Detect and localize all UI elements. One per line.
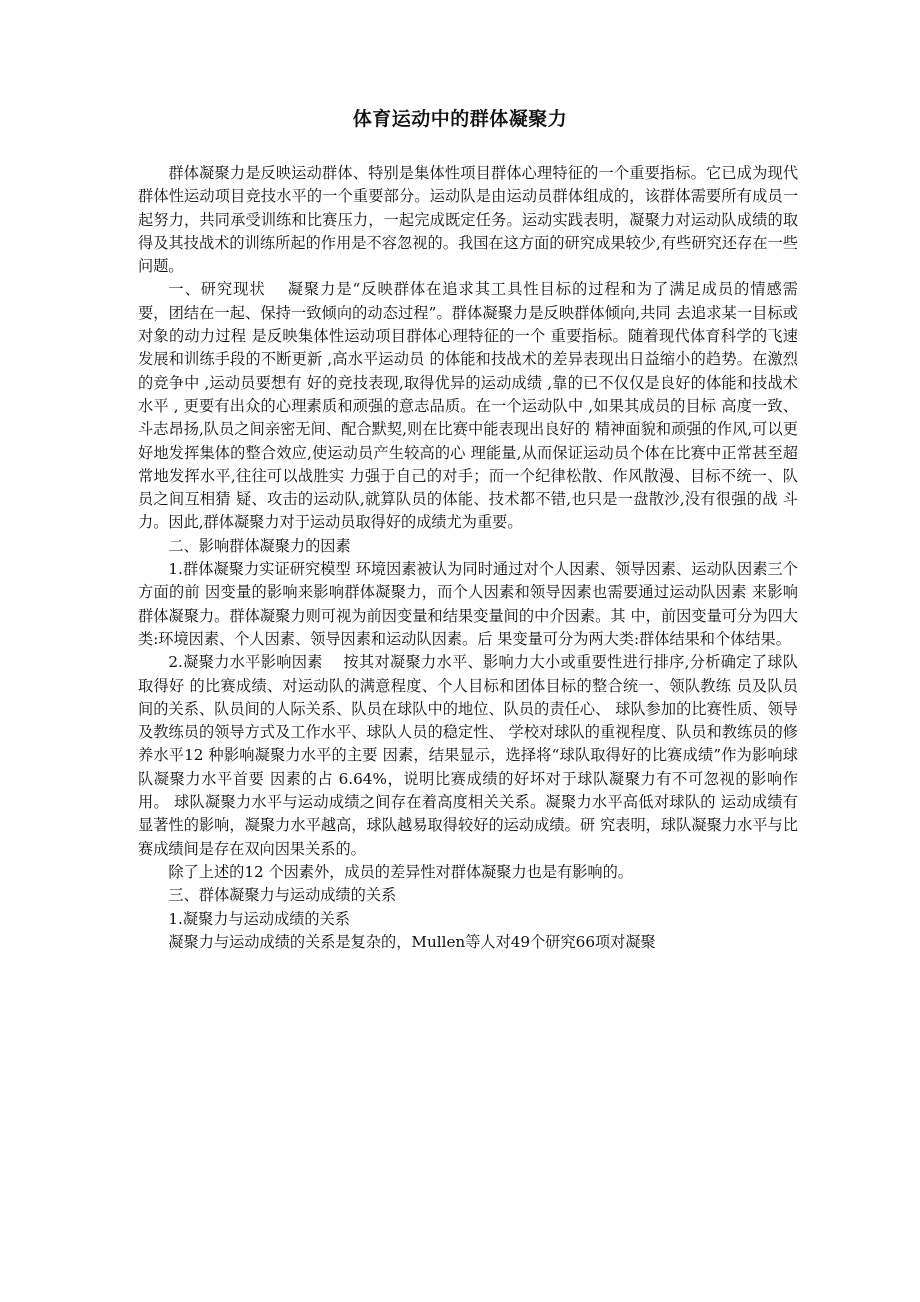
paragraph-relation: 凝聚力与运动成绩的关系是复杂的，Mullen等人对49个研究66项对凝聚 (168, 932, 656, 951)
paragraph-member-differences: 除了上述的12 个因素外，成员的差异性对群体凝聚力也是有影响的。 (168, 862, 633, 881)
document-body (138, 162, 819, 954)
document-title: 体育运动中的群体凝聚力 (352, 108, 568, 130)
subsection-heading-relation: 1.凝聚力与运动成绩的关系 (168, 909, 350, 928)
section-heading-performance: 三、群体凝聚力与运动成绩的关系 (168, 886, 397, 905)
paragraph-cohesion-factors: 2.凝聚力水平影响因素 按其对凝聚力水平、影响力大小或重要性进行排序,分析确定了球队取得好 的比赛成绩、对运动队的满意程度、个人目标和团体目标的整合统一、领队教练 员及队员间的关系、队员间的人际关系、队员在球队中的地位、队员的责任心、 球队参加的比赛性质、领导及教练员的领导方式及工作水平、球队人员的稳定性、 学校对球队的重视程度、队员和教练员的修养水平12 种影响凝聚力水平的主要 因素，结果显示，选择将“球队取得好的比赛成绩”作为影响球队凝聚力水平首要 因素的占 6.64%，说明比赛成绩的好坏对于球队凝聚力有不可忽视的影响作用。 球队凝聚力水平与运动成绩之间存在着高度相关关系。凝聚力水平高低对球队的 运动成绩有显著性的影响，凝聚力水平越高，球队越易取得较好的运动成绩。研 究表明，球队凝聚力水平与比赛成绩间是存在双向因果关系的。 (138, 653, 798, 858)
paragraph-empirical-model: 1.群体凝聚力实证研究模型 环境因素被认为同时通过对个人因素、领导因素、运动队因素三个方面的前 因变量的影响来影响群体凝聚力，而个人因素和领导因素也需要通过运动队因素 来影响群体凝聚力。群体凝聚力则可视为前因变量和结果变量间的中介因素。其 中，前因变量可分为四大类:环境因素、个人因素、领导因素和运动队因素。后 果变量可分为两大类:群体结果和个体结果。 (138, 560, 798, 648)
paragraph-intro: 群体凝聚力是反映运动群体、特别是集体性项目群体心理特征的一个重要指标。它已成为现代群体性运动项目竞技水平的一个重要部分。运动队是由运动员群体组成的，该群体需要所有成员一起努力，共同承受训练和比赛压力，一起完成既定任务。运动实践表明，凝聚力对运动队成绩的取得及其技战术的训练所起的作用是不容忽视的。我国在这方面的研究成果较少,有些研究还存在一些问题。 (138, 164, 798, 276)
paragraph-research-status: 一、研究现状 凝聚力是“反映群体在追求其工具性目标的过程和为了满足成员的情感需 要，团结在一起、保持一致倾向的动态过程”。群体凝聚力是反映群体倾向,共同 去追求某一目标或对象的动力过程 是反映集体性运动项目群体心理特征的一个 重要指标。随着现代体育科学的飞速发展和训练手段的不断更新 ,高水平运动员 的体能和技战术的差异表现出日益缩小的趋势。在激烈的竞争中 ,运动员要想有 好的竞技表现,取得优异的运动成绩 ,靠的已不仅仅是良好的体能和技战术水平 , 更要有出众的心理素质和顽强的意志品质。在一个运动队中 ,如果其成员的目标 高度一致、斗志昂扬,队员之间亲密无间、配合默契,则在比赛中能表现出良好的 精神面貌和顽强的作风,可以更好地发挥集体的整合效应,使运动员产生较高的心 理能量,从而保证运动员个体在比赛中正常甚至超常地发挥水平,往往可以战胜实 力强于自己的对手；而一个纪律松散、作风散漫、目标不统一、队员之间互相猜 疑、攻击的运动队,就算队员的体能、技术都不错,也只是一盘散沙,没有很强的战 斗力。因此,群体凝聚力对于运动员取得好的成绩尤为重要。 (138, 280, 819, 532)
section-heading-factors: 二、影响群体凝聚力的因素 (168, 536, 351, 555)
